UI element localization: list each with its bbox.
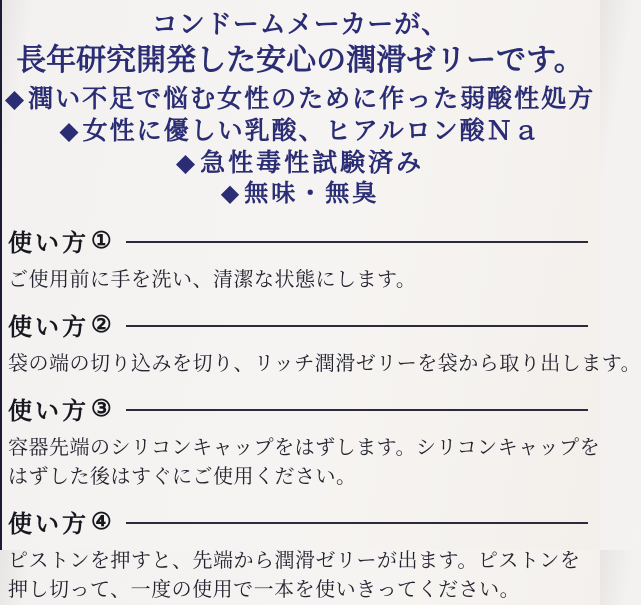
- intro-title-line-1: コンドームメーカーが、: [151, 10, 449, 39]
- intro-bullet-3: [4, 148, 596, 179]
- step-4-heading: [8, 504, 596, 539]
- step-2: [8, 307, 641, 379]
- step-3: [8, 391, 601, 492]
- step-3-heading: [8, 391, 596, 426]
- intro-bullet-3-text: 急性毒性試験済み: [200, 150, 425, 177]
- step-4: [8, 504, 596, 605]
- step-2-label: 使い方: [8, 314, 89, 341]
- diamond-bullet-icon: ◆: [59, 118, 81, 145]
- step-4-body-line-1: ピストンを押すと、先端から潤滑ゼリーが出ます。ピストンを: [8, 550, 581, 572]
- intro-bullet-4: [4, 179, 596, 209]
- step-2-heading: [8, 307, 596, 342]
- step-1-label: 使い方: [8, 230, 89, 257]
- circled-number-4-icon: ④: [91, 508, 112, 534]
- intro-title-line-2: 長年研究開発した安心の潤滑ゼリーです。: [16, 44, 584, 77]
- step-1-rule-line: [126, 241, 588, 243]
- circled-number-3-icon: ③: [91, 395, 112, 421]
- step-3-rule-line: [126, 409, 588, 411]
- step-4-label: 使い方: [8, 511, 89, 538]
- instructions-section: [4, 223, 641, 605]
- intro-bullet-4-text: 無味・無臭: [244, 181, 380, 207]
- step-2-body-line-1: 袋の端の切り込みを切り、リッチ潤滑ゼリーを袋から取り出します。: [8, 353, 641, 375]
- step-1-body-line-1: ご使用前に手を洗い、清潔な状態にします。: [8, 269, 417, 291]
- intro-bullet-1-text: 潤い不足で悩む女性のために作った弱酸性処方: [28, 86, 596, 113]
- step-1-heading: [8, 223, 596, 258]
- step-4-body-line-2: 押し切って、一度の使用で一本を使いきってください。: [8, 579, 521, 601]
- step-4-rule-line: [126, 522, 588, 524]
- circled-number-2-icon: ②: [91, 311, 112, 337]
- diamond-bullet-icon: ◆: [220, 181, 243, 207]
- diamond-bullet-icon: ◆: [175, 150, 199, 177]
- intro-section: [4, 8, 596, 209]
- step-3-body-line-1: 容器先端のシリコンキャップをはずします。シリコンキャップを: [8, 437, 601, 459]
- intro-bullet-2: [4, 116, 596, 148]
- step-1: [8, 223, 596, 295]
- step-3-body-line-2: はずした後はすぐにご使用ください。: [8, 466, 357, 488]
- intro-bullet-2-text: 女性に優しい乳酸、ヒアルロン酸Ｎａ: [82, 118, 541, 145]
- step-3-label: 使い方: [8, 398, 89, 425]
- circled-number-1-icon: ①: [91, 227, 112, 253]
- step-2-rule-line: [126, 325, 588, 327]
- diamond-bullet-icon: ◆: [4, 86, 27, 113]
- intro-bullet-1: [4, 84, 596, 116]
